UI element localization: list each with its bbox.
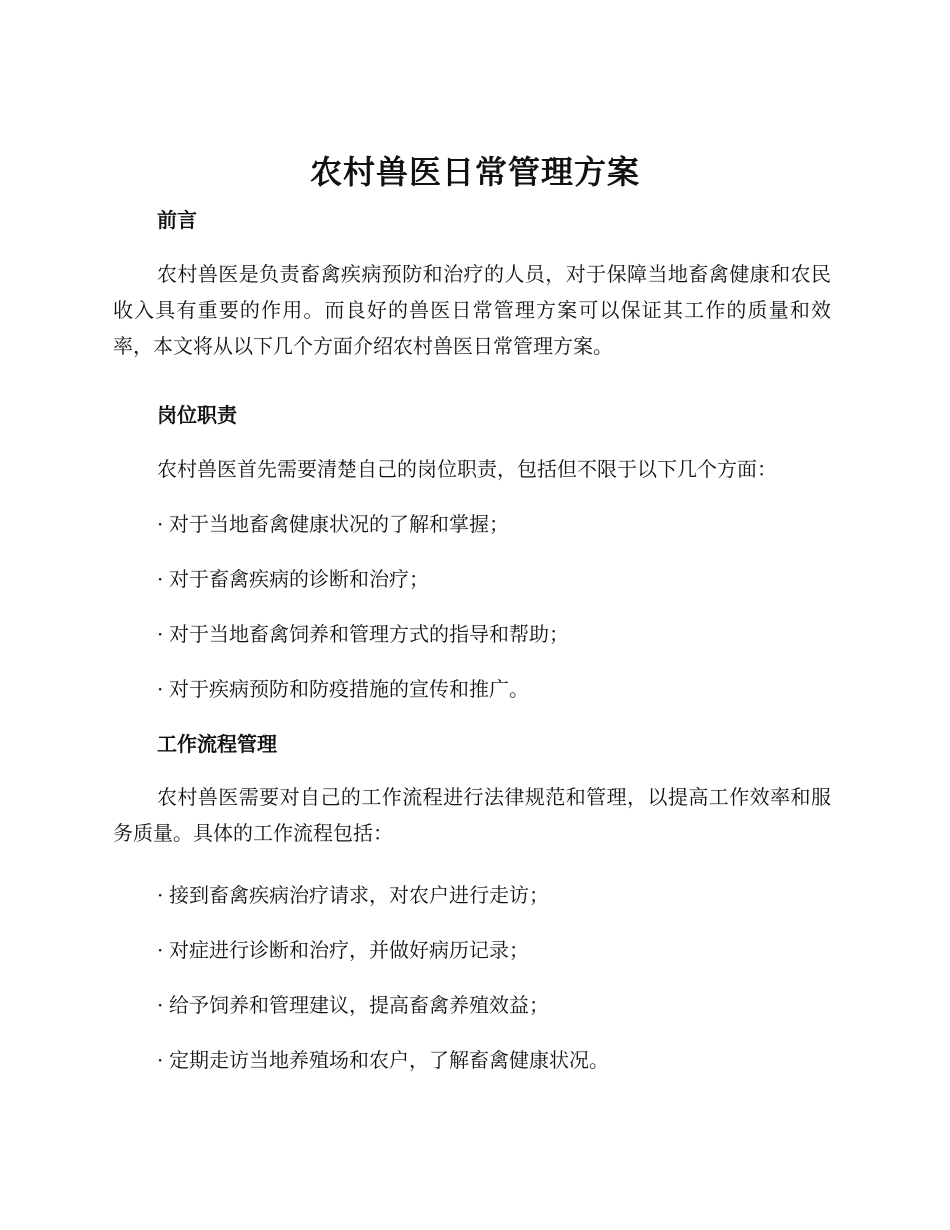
duties-list-item xyxy=(157,620,569,648)
duties-list-item xyxy=(157,565,429,593)
duties-list-item xyxy=(157,675,529,703)
workflow-list-item xyxy=(157,991,549,1019)
duties-list-item xyxy=(157,510,509,538)
list-item-text: 对症进行诊断和治疗，并做好病历记录； xyxy=(169,938,529,962)
list-item-text: 定期走访当地养殖场和农户，了解畜禽健康状况。 xyxy=(169,1048,609,1072)
list-item-text: 给予饲养和管理建议，提高畜禽养殖效益； xyxy=(169,993,549,1017)
bullet-icon: · xyxy=(157,883,164,907)
workflow-paragraph: 农村兽医需要对自己的工作流程进行法律规范和管理，以提高工作效率和服务质量。具体的工作流程包括： xyxy=(113,785,831,845)
document-title: 农村兽医日常管理方案 xyxy=(309,153,640,191)
list-item-text: 对于当地畜禽健康状况的了解和掌握； xyxy=(169,512,509,536)
bullet-icon: · xyxy=(157,677,164,701)
workflow-list-item xyxy=(157,881,549,909)
duties-intro: 农村兽医首先需要清楚自己的岗位职责，包括但不限于以下几个方面： xyxy=(157,457,777,481)
bullet-icon: · xyxy=(157,1048,164,1072)
bullet-icon: · xyxy=(157,993,164,1017)
section-heading-workflow: 工作流程管理 xyxy=(157,732,277,756)
bullet-icon: · xyxy=(157,512,164,536)
bullet-icon: · xyxy=(157,938,164,962)
section-heading-preface: 前言 xyxy=(157,208,197,232)
list-item-text: 对于当地畜禽饲养和管理方式的指导和帮助； xyxy=(169,622,569,646)
list-item-text: 接到畜禽疾病治疗请求，对农户进行走访； xyxy=(169,883,549,907)
section-heading-duties: 岗位职责 xyxy=(157,403,237,427)
bullet-icon: · xyxy=(157,622,164,646)
bullet-icon: · xyxy=(157,567,164,591)
list-item-text: 对于疾病预防和防疫措施的宣传和推广。 xyxy=(169,677,529,701)
preface-paragraph: 农村兽医是负责畜禽疾病预防和治疗的人员，对于保障当地畜禽健康和农民收入具有重要的作用。而良好的兽医日常管理方案可以保证其工作的质量和效率，本文将从以下几个方面介绍农村兽医日常管理方案。 xyxy=(113,262,831,358)
list-item-text: 对于畜禽疾病的诊断和治疗； xyxy=(169,567,429,591)
workflow-list-item xyxy=(157,1046,609,1074)
workflow-list-item xyxy=(157,936,529,964)
